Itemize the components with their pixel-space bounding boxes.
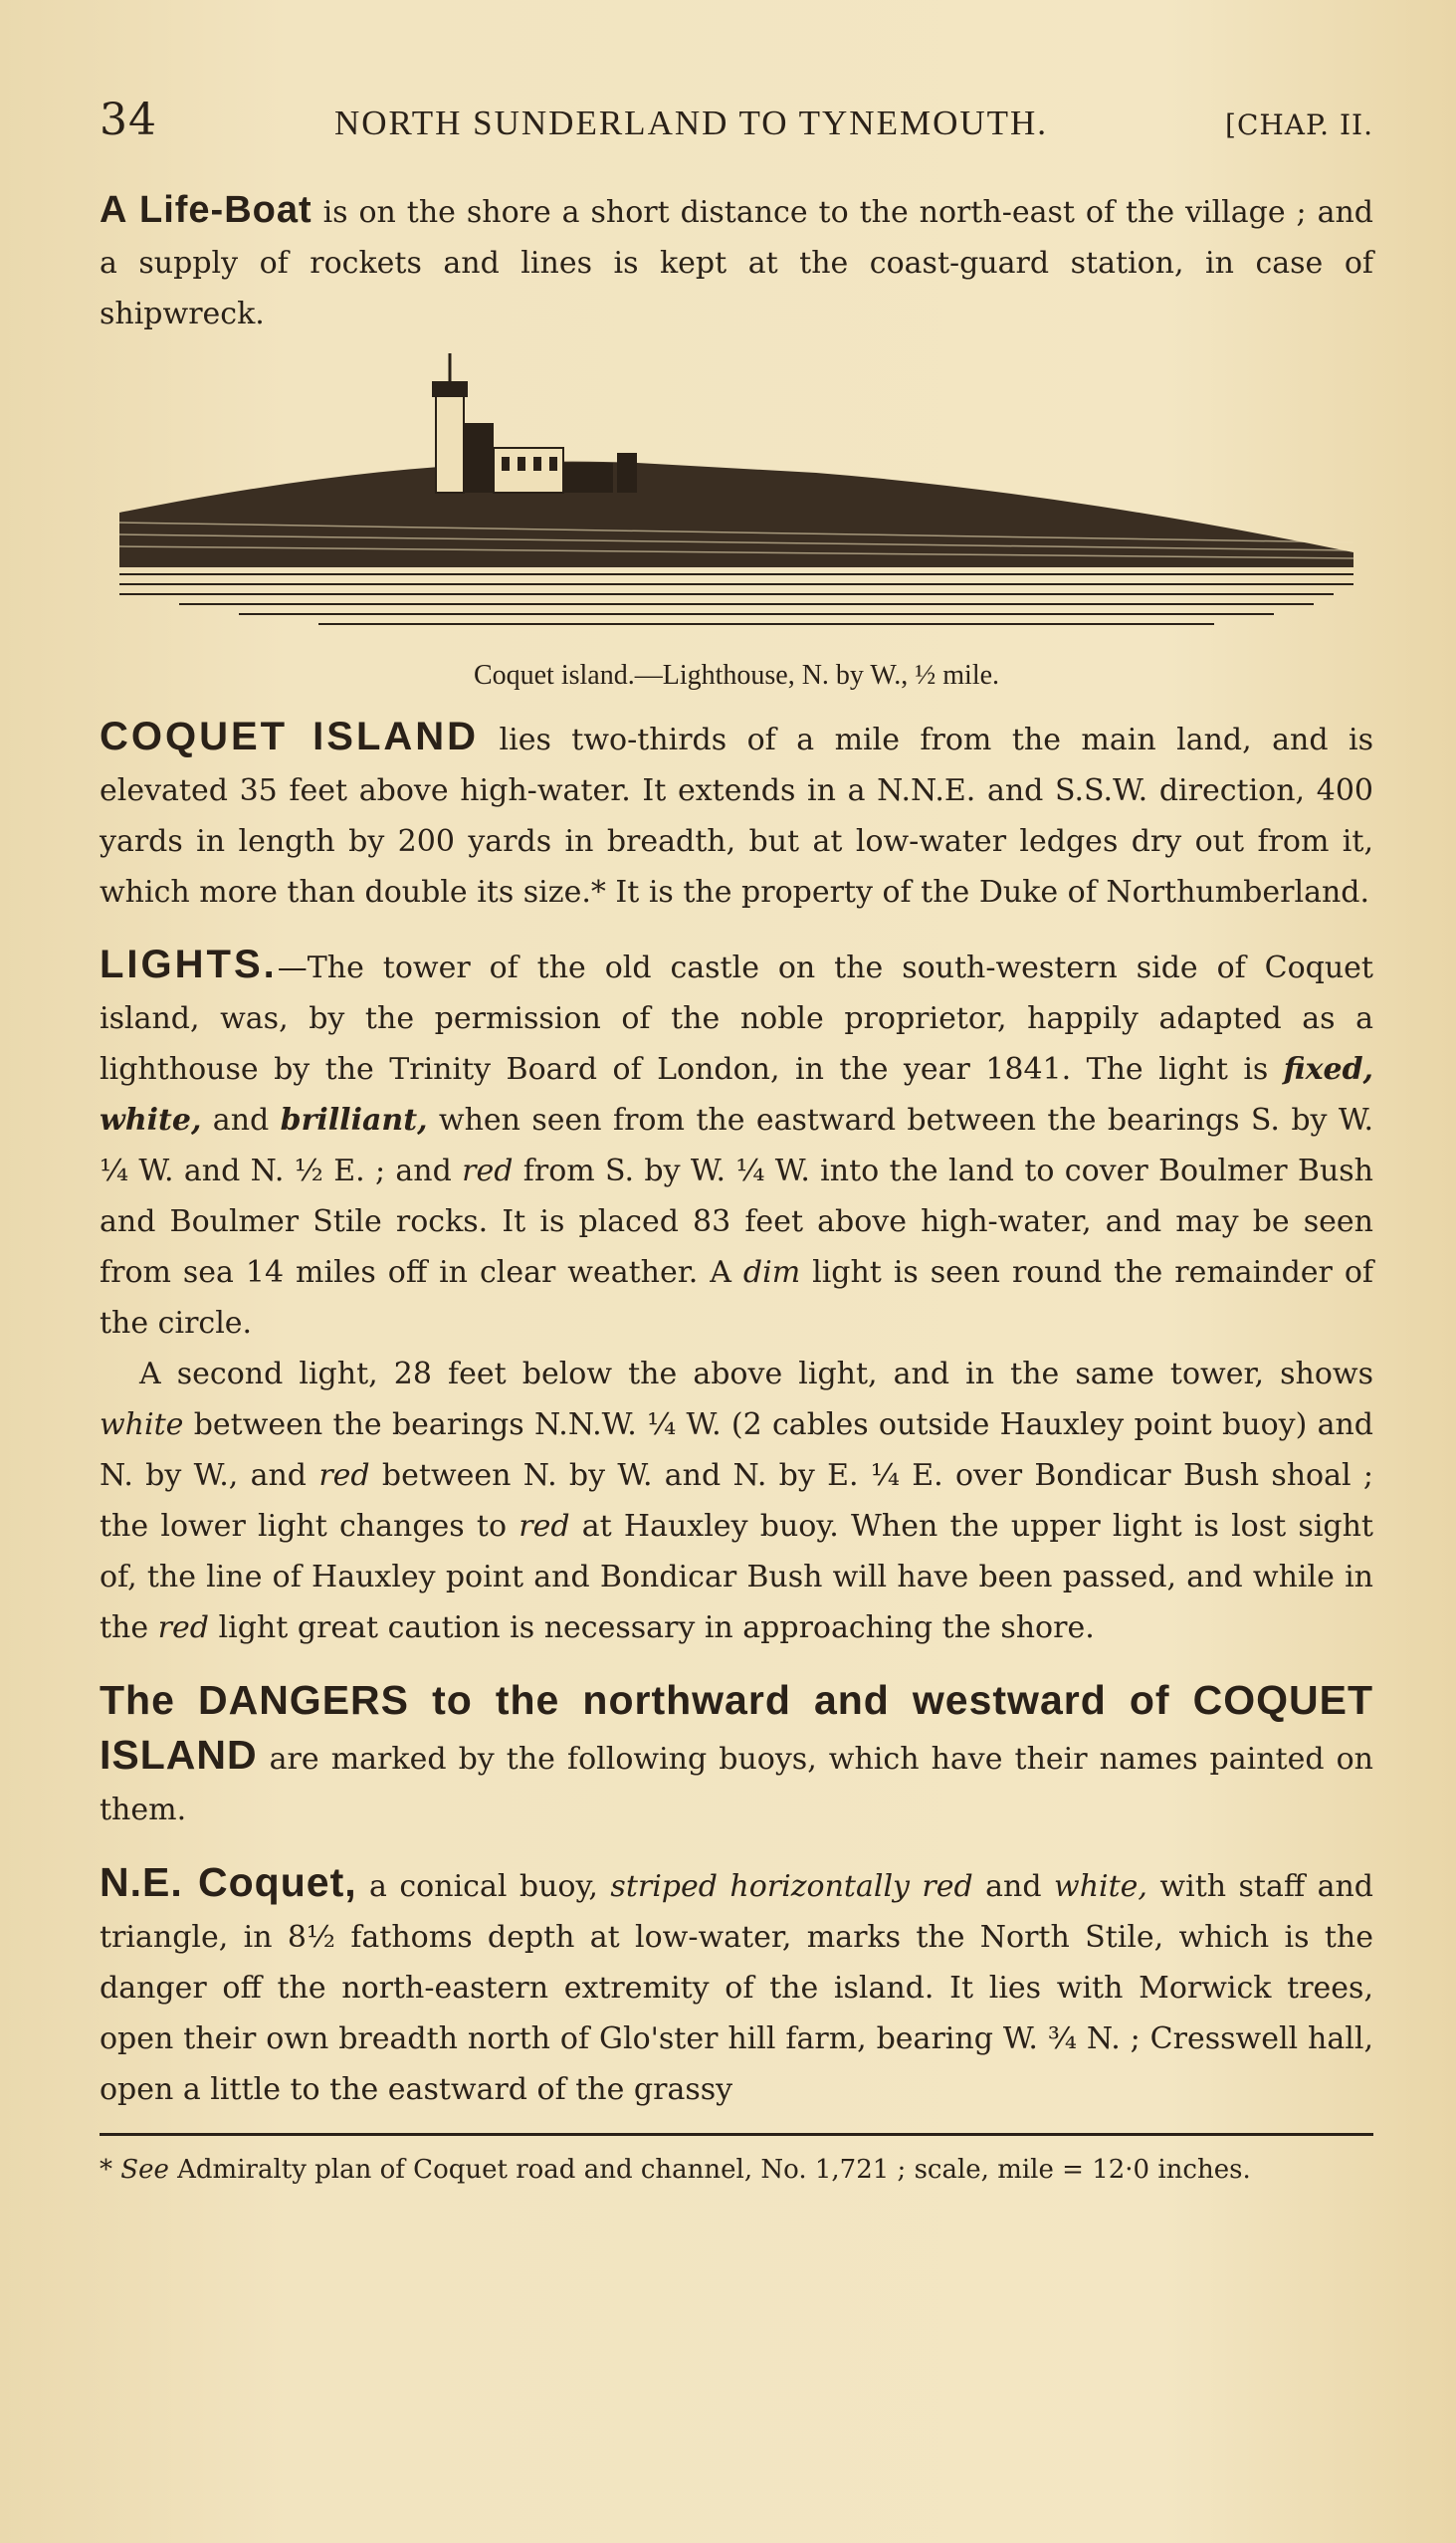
ne-text-3: with staff and triangle, in 8½ fathoms depth at low-water, marks the North Stile, which is the danger off the north-eastern extremity of the island. It lies with Morwick trees, open their own breadth north of Glo'ster hill farm, bearing W. ¾ N. ; Cresswell hall, open a little to the eastward of the grassy	[100, 1869, 1374, 2107]
footnote	[100, 2148, 1373, 2192]
coquet-island-text: lies two-thirds of a mile from the main land, and is elevated 35 feet above high-water. It extends in a N.N.E. and S.S.W. direction, 400 yards in length by 200 yards in breadth, but at low-water ledges dry out from it, which more than double its size.* It is the property of the Duke of Northumberland.	[100, 723, 1373, 910]
second-text-5: light great caution is necessary in approaching the shore.	[208, 1610, 1095, 1645]
second-red-3: red	[157, 1610, 209, 1645]
lighthouse-engraving	[119, 353, 1353, 652]
lights-brilliant: brilliant,	[280, 1103, 428, 1138]
lights-heading: LIGHTS.	[100, 943, 278, 986]
figure-caption: Coquet island.—Lighthouse, N. by W., ½ mile.	[473, 660, 1000, 691]
dangers-heading: The DANGERS to the northward and westward of COQUET ISLAND	[100, 1677, 1373, 1778]
second-red-2: red	[519, 1509, 570, 1544]
lights-fixed: fixed,	[1283, 1052, 1373, 1087]
lifeboat-paragraph	[100, 185, 1373, 339]
footnote-see: See	[120, 2155, 169, 2185]
dangers-paragraph	[100, 1675, 1373, 1835]
lights-white: white,	[100, 1103, 202, 1138]
ne-coquet-paragraph	[100, 1857, 1373, 2115]
second-text-4: at Hauxley buoy. When the upper light is lost sight of, the line of Hauxley point and Bondicar Bush will have been passed, and while in the	[100, 1509, 1373, 1645]
lights-dim: dim	[742, 1255, 801, 1290]
lights-text-6: light is seen round the remainder of the circle.	[100, 1255, 1373, 1341]
second-text-2: between the bearings N.N.W. ¼ W. (2 cables outside Hauxley point buoy) and N. by W., and	[100, 1407, 1373, 1493]
ne-white: white,	[1054, 1869, 1147, 1904]
lights-paragraph	[100, 940, 1373, 1349]
lifeboat-heading: A Life-Boat	[100, 189, 312, 231]
second-text-3: between N. by W. and N. by E. ¼ E. over Bondicar Bush shoal ; the lower light changes to	[100, 1458, 1373, 1544]
lights-text-5: from S. by W. ¼ W. into the land to cover Boulmer Bush and Boulmer Stile rocks. It is placed 83 feet above high-water, and may be seen from sea 14 miles off in clear weather. A	[100, 1154, 1373, 1290]
ne-text-1: a conical buoy,	[356, 1869, 611, 1904]
lights-text-1: —The tower of the old castle on the south-western side of Coquet island, was, by the permission of the noble proprietor, happily adapted as a lighthouse by the Trinity Board of London, in the year 1841. The light is	[100, 951, 1373, 1087]
coquet-island-paragraph	[100, 712, 1373, 918]
footnote-rule	[100, 2133, 1373, 2136]
footnote-mark: *	[100, 2155, 121, 2185]
lighthouse-figure	[100, 353, 1373, 692]
dangers-text: are marked by the following buoys, which have their names painted on them.	[100, 1742, 1373, 1827]
ne-coquet-heading: N.E. Coquet,	[100, 1859, 357, 1905]
second-red-1: red	[318, 1458, 370, 1493]
second-text-1: A second light, 28 feet below the above light, and in the same tower, shows	[139, 1357, 1373, 1391]
lights-red: red	[462, 1154, 514, 1188]
page-number: 34	[100, 95, 157, 145]
running-head	[100, 95, 1373, 145]
second-light-paragraph	[100, 1349, 1373, 1653]
ne-text-2: and	[972, 1869, 1055, 1904]
lights-text-3: and	[201, 1103, 281, 1138]
running-title: NORTH SUNDERLAND TO TYNEMOUTH.	[333, 104, 1049, 142]
second-white: white	[100, 1407, 184, 1442]
chapter-label: [CHAP. II.	[1225, 108, 1373, 141]
coquet-island-heading: COQUET ISLAND	[100, 715, 480, 758]
lifeboat-text: is on the shore a short distance to the north-east of the village ; and a supply of rockets and lines is kept at the coast-guard station, in case of shipwreck.	[100, 195, 1373, 331]
lights-text-4: when seen from the eastward between the bearings S. by W. ¼ W. and N. ½ E. ; and	[100, 1103, 1373, 1188]
ne-striped: striped horizontally red	[610, 1869, 973, 1904]
footnote-text: Admiralty plan of Coquet road and channel, No. 1,721 ; scale, mile = 12·0 inches.	[168, 2155, 1251, 2185]
page-content	[100, 95, 1373, 2192]
